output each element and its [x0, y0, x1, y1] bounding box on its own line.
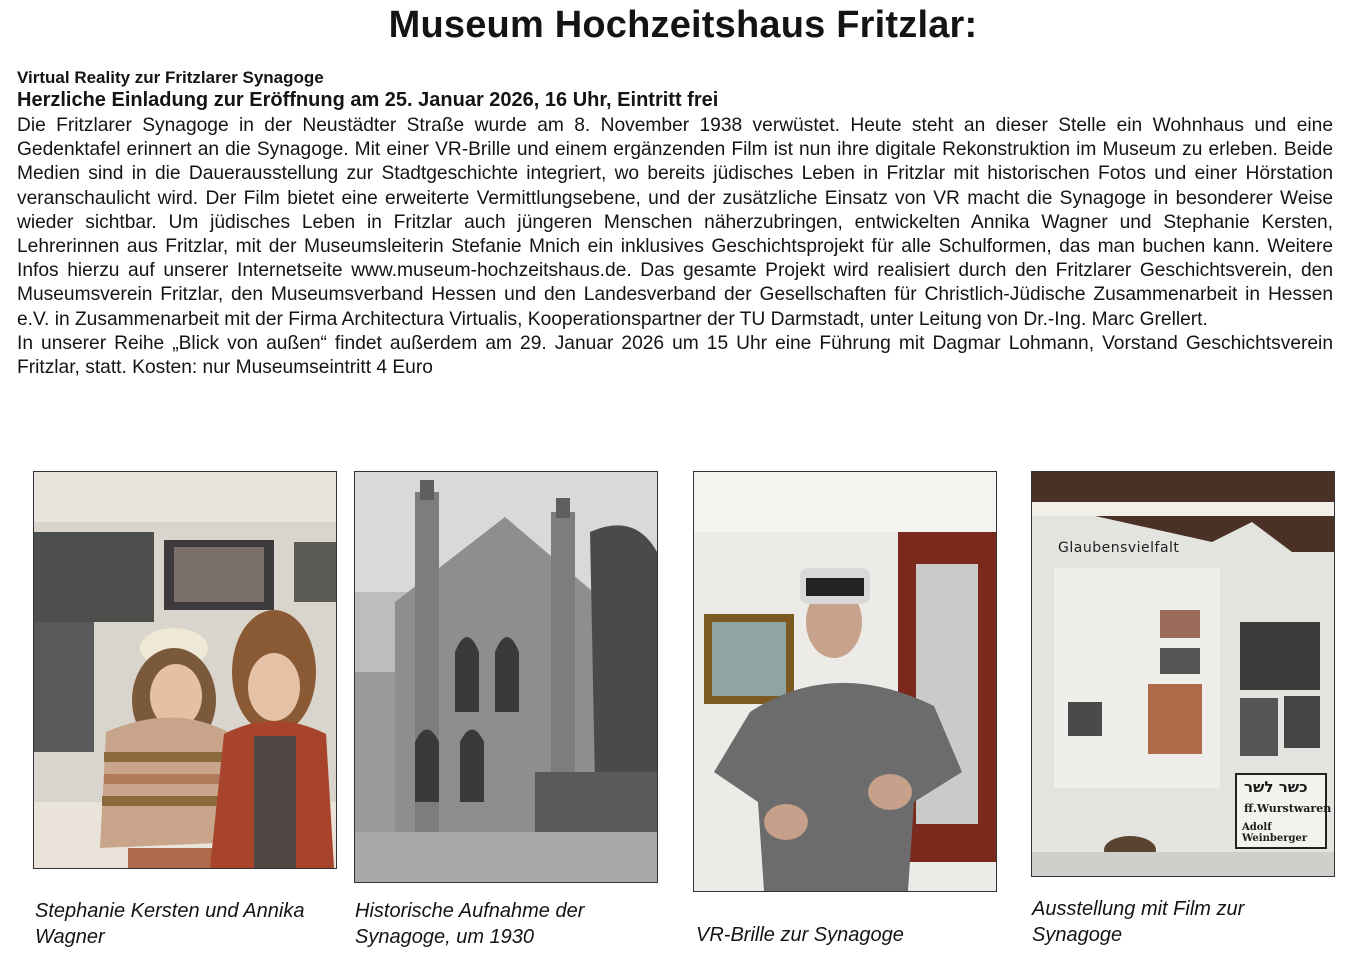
- photo-historic-synagogue: [354, 471, 658, 883]
- article-body: [17, 114, 1333, 380]
- body-paragraph: In unserer Reihe „Blick von außen“ findet außerdem am 29. Januar 2026 um 15 Uhr eine Führung mit Dagmar Lohmann, Vorstand Geschichtsverein Fritzlar, statt. Kosten: nur Museumseintritt 4 Euro: [17, 332, 1333, 379]
- caption-teachers: Stephanie Kersten und Annika Wagner: [35, 900, 305, 948]
- caption-exhibition: Ausstellung mit Film zur Synagoge: [1032, 898, 1245, 946]
- page-title: Museum Hochzeitshaus Fritzlar:: [388, 4, 978, 46]
- sign-line-wurstwaren: ff.Wurstwaren: [1244, 802, 1332, 815]
- article-subhead: Herzliche Einladung zur Eröffnung am 25. Januar 2026, 16 Uhr, Eintritt frei: [17, 89, 719, 111]
- body-paragraph: Die Fritzlarer Synagoge in der Neustädter Straße wurde am 8. November 1938 verwüstet. Heute steht an dieser Stelle ein Wohnhaus und eine Gedenktafel erinnert an die Synagoge. Mit einer VR-Brille und einem ergänzenden Film ist nun ihre digitale Rekonstruktion im Museum zu erleben. Beide Medien sind in die Dauerausstellung zur Stadtgeschichte integriert, wo bereits jüdisches Leben in Fritzlar mit historischen Fotos und einer Hörstation veranschaulicht wird. Der Film bietet eine erweiterte Vermittlungsebene, und der zusätzliche Einsatz von VR macht die Synagoge in besonderer Weise wieder sichtbar. Um jüdisches Leben in Fritzlar auch jüngeren Menschen näherzubringen, entwickelten Annika Wagner und Stephanie Kersten, Lehrerinnen aus Fritzlar, mit der Museumsleiterin Stefanie Mnich ein inklusives Geschichtsprojekt für alle Schulformen, das man buchen kann. Weitere Infos hierzu auf unserer Internetseite www.museum-hochzeitshaus.de. Das gesamte Projekt wird realisiert durch den Fritzlarer Geschichtsverein, den Museumsverein Fritzlar, den Museumsverband Hessen und den Landesverband der Gesellschaften für Christlich-Jüdische Zusammenarbeit in Hessen e.V. in Zusammenarbeit mit der Firma Architectura Virtualis, Kooperationspartner der TU Darmstadt, unter Leitung von Dr.-Ing. Marc Grellert.: [17, 115, 1333, 330]
- article-kicker: Virtual Reality zur Fritzlarer Synagoge: [17, 68, 324, 87]
- sign-heading-glaubensvielfalt: Glaubensvielfalt: [1058, 540, 1180, 556]
- photo-teachers: [33, 471, 337, 869]
- sign-line-weinberger: Adolf Weinberger: [1242, 822, 1308, 844]
- photo-vr-glasses: [693, 471, 997, 892]
- sign-hebrew-text: כשר לשר: [1244, 778, 1308, 796]
- caption-vr-glasses: VR-Brille zur Synagoge: [696, 924, 904, 946]
- photo-exhibition: [1031, 471, 1335, 877]
- caption-historic-synagogue: Historische Aufnahme der Synagoge, um 1930: [355, 900, 585, 948]
